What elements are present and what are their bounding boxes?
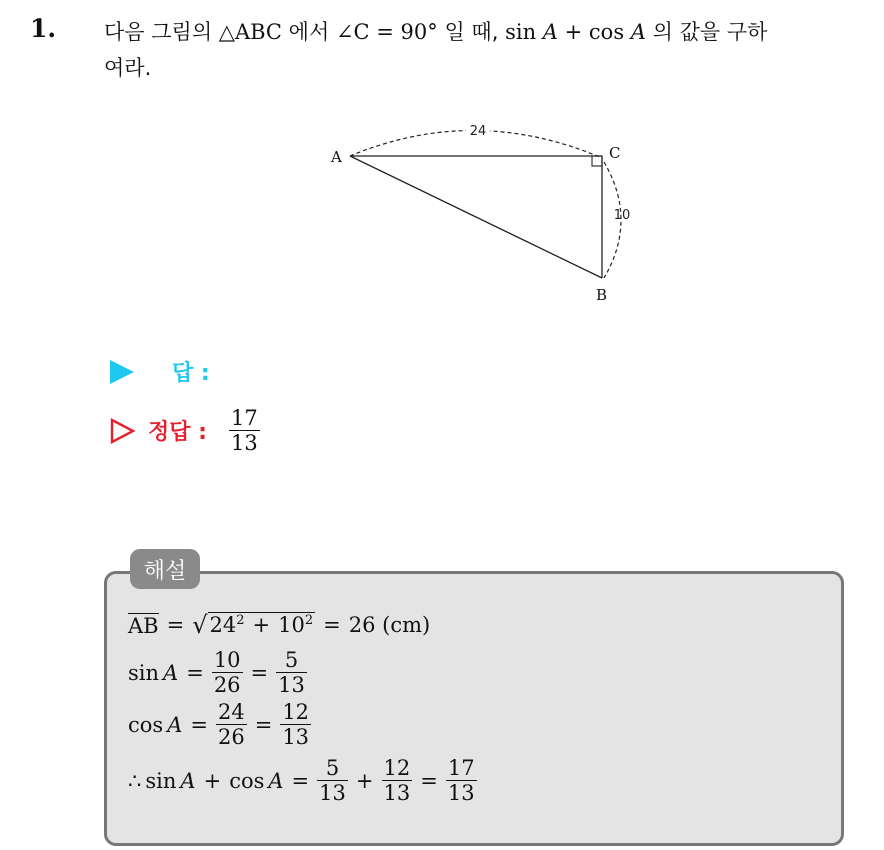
triangle-symbol: △: [218, 20, 235, 44]
question-mid2: 일 때,: [437, 20, 506, 44]
fraction-numerator: 10: [213, 648, 241, 672]
question-line-1: [104, 14, 864, 50]
equals-sign: =: [190, 712, 208, 737]
solution-line-sin: [128, 648, 307, 697]
equals-sign: =: [186, 660, 204, 685]
label-vertex-b: B: [596, 286, 608, 304]
equals-sign-2: =: [254, 712, 273, 737]
angle-symbol: ∠: [335, 20, 354, 44]
plus-sign: +: [203, 768, 222, 793]
square-root: [192, 612, 315, 638]
radicand: [208, 612, 316, 638]
fn-cos: cos: [229, 768, 265, 793]
question-post: 의 값을 구하: [645, 20, 768, 44]
fn-sin: sin: [128, 660, 160, 685]
question-mid: 에서: [282, 20, 336, 44]
fraction-denominator: 13: [319, 781, 346, 805]
expr-sin: sin: [505, 20, 537, 44]
equals-sign-2: =: [323, 613, 341, 637]
filled-triangle-icon: [110, 360, 134, 384]
fraction-numerator: 12: [383, 756, 411, 780]
question-intro: 다음 그림의: [104, 20, 219, 44]
ab-result: 26 (cm): [348, 613, 431, 637]
therefore-symbol: ∴: [128, 768, 142, 793]
right-angle-mark: [592, 156, 602, 166]
angle-condition: C = 90°: [353, 20, 438, 44]
label-side-ac: 24: [469, 124, 487, 139]
fraction-denominator: 26: [217, 725, 245, 749]
fraction-numerator: 5: [325, 756, 340, 780]
correct-answer-label: 정답 :: [148, 420, 207, 445]
outline-triangle-icon: [110, 417, 136, 445]
triangle-figure: [320, 112, 640, 312]
fraction-10-26: [212, 648, 243, 697]
equals-sign-2: =: [420, 768, 438, 793]
question-line-2: 여라.: [104, 56, 152, 80]
fraction-denominator: 13: [278, 673, 305, 697]
fraction-numerator: 17: [230, 406, 258, 430]
answer-blank-row: [110, 356, 210, 387]
fraction-17-13: [446, 756, 477, 805]
label-vertex-c: C: [609, 144, 621, 162]
var-a: A: [167, 712, 183, 737]
fn-cos: cos: [128, 712, 164, 737]
answer-label: 답 :: [172, 361, 210, 386]
fraction-denominator: 13: [383, 781, 411, 805]
question-text: [104, 14, 864, 86]
expr-var-a-2: A: [630, 20, 646, 44]
radicand-term-b: 10: [278, 613, 305, 637]
segment-ab: AB: [128, 614, 159, 638]
fraction-12-13: [280, 700, 311, 749]
fraction-12-13: [382, 756, 413, 805]
solution-line-cos: [128, 700, 311, 749]
fraction-numerator: 24: [217, 700, 245, 724]
question-number: 1.: [30, 14, 57, 43]
fraction-denominator: 13: [230, 431, 258, 455]
fraction-denominator: 13: [447, 781, 475, 805]
equals-sign: =: [291, 768, 310, 793]
plus-sign-2: +: [355, 768, 374, 793]
var-a-2: A: [268, 768, 284, 793]
fraction-5-13: [317, 756, 348, 805]
label-side-cb: 10: [613, 208, 631, 223]
solution-line-sum: [128, 756, 477, 805]
radicand-term-a: 24: [209, 613, 237, 637]
radical-sign: √: [192, 611, 208, 639]
fraction-24-26: [216, 700, 247, 749]
fraction-denominator: 26: [213, 673, 241, 697]
fraction-numerator: 17: [447, 756, 475, 780]
triangle-name: ABC: [234, 20, 282, 44]
fn-sin: sin: [145, 768, 177, 793]
fraction-5-13: [276, 648, 307, 697]
fraction-numerator: 12: [282, 700, 310, 724]
side-ab: [350, 156, 602, 278]
equals-sign: =: [166, 613, 185, 637]
fraction-numerator: 5: [284, 648, 299, 672]
correct-answer-fraction: [229, 406, 260, 455]
equals-sign-2: =: [250, 660, 269, 685]
expr-var-a: A: [542, 20, 558, 44]
exponent-b: 2: [304, 613, 314, 628]
solution-line-ab: [128, 612, 430, 638]
label-vertex-a: A: [331, 148, 342, 166]
expr-cos: cos: [588, 20, 625, 44]
exponent-a: 2: [236, 613, 245, 628]
correct-answer-row: [110, 406, 260, 455]
expr-plus: +: [557, 20, 589, 44]
var-a: A: [163, 660, 179, 685]
plus-sign: +: [252, 613, 271, 637]
fraction-denominator: 13: [282, 725, 310, 749]
var-a: A: [180, 768, 196, 793]
solution-tab: 해설: [130, 549, 200, 589]
